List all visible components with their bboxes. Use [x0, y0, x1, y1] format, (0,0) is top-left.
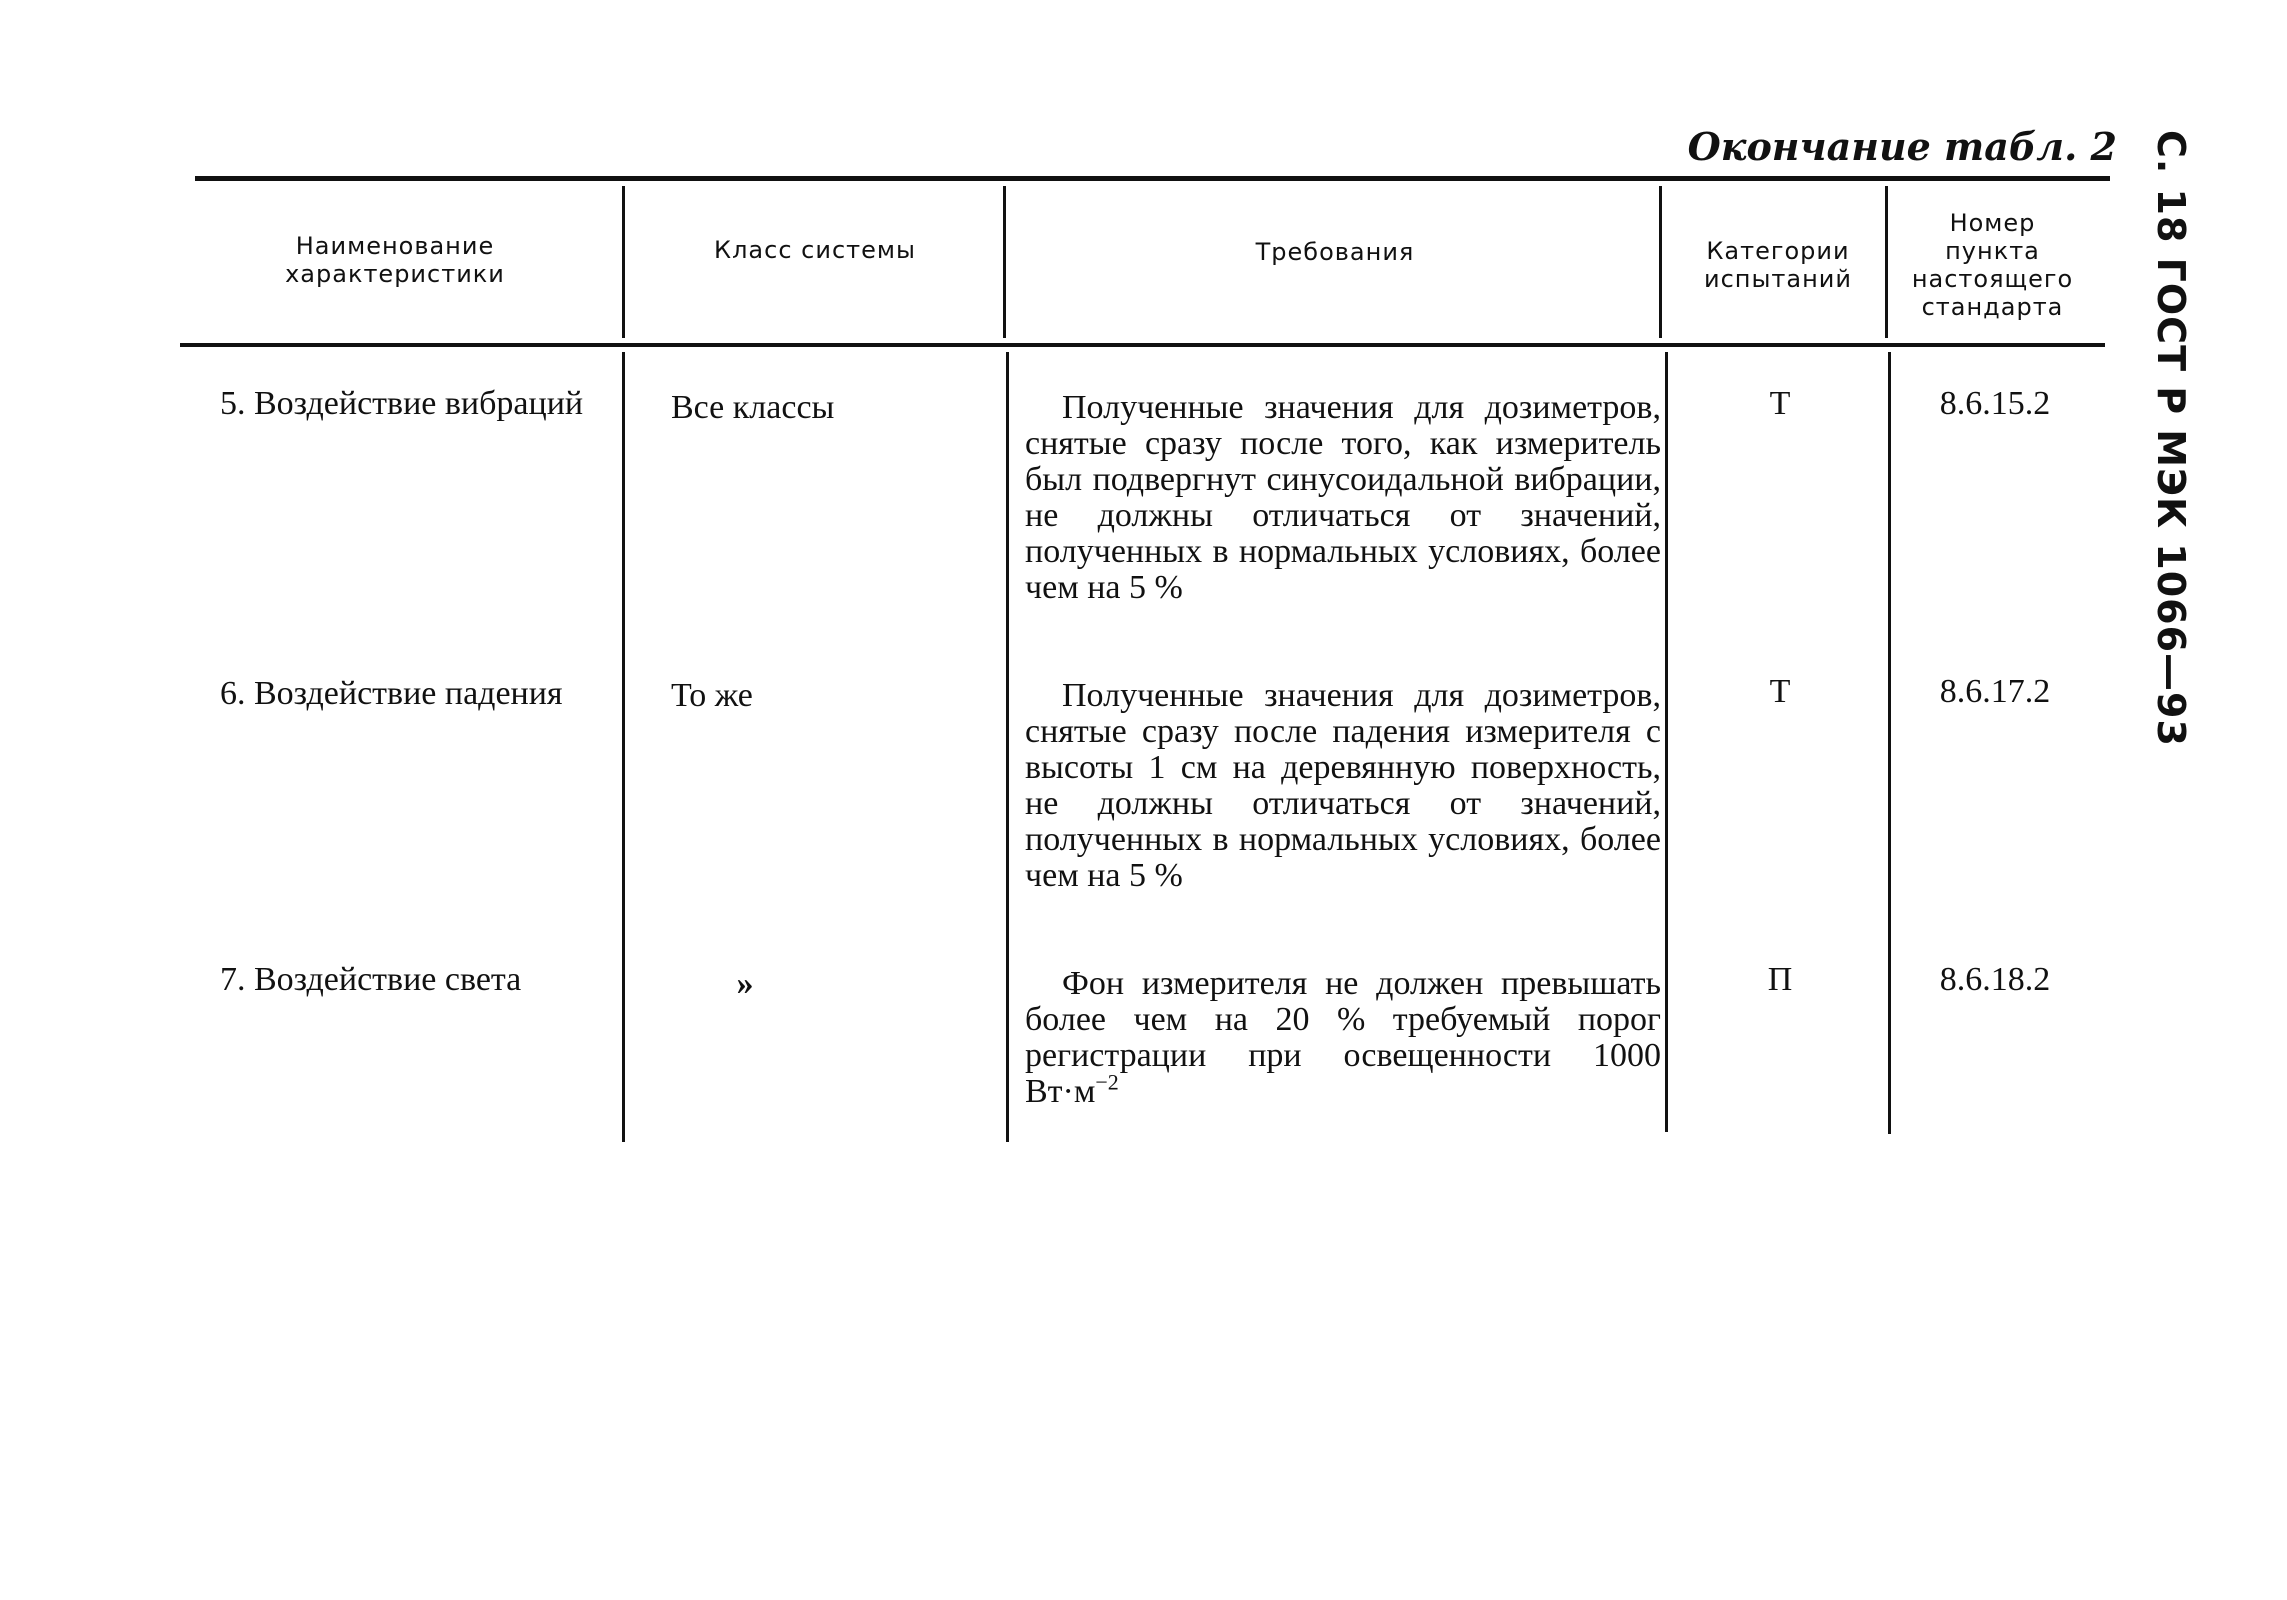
header-clause: Номер пункта настоящего стандарта [1911, 209, 2074, 321]
row-5-class: Все классы [671, 389, 835, 426]
column-divider [1888, 352, 1891, 1134]
row-6-category: Т [1769, 673, 1791, 710]
header-name: Наименование характеристики [285, 232, 505, 288]
row-5-requirements: Полученные значения для дозиметров, снятые сразу после того, как измеритель был подвергнут синусоидальной вибрации, не должны отличаться от значений, полученных в нормальных условиях, более чем на 5 % [1025, 389, 1661, 606]
row-5-clause: 8.6.15.2 [1939, 385, 2051, 422]
row-7-requirements: Фон измерителя не должен превышать более чем на 20 % требуемый порог регистрации при освещенности 1000 $Вт\cdot м^{-2}$ [1025, 965, 1661, 1110]
header-class: Класс системы [714, 236, 916, 264]
unit-exponent: −2 [1095, 1069, 1119, 1095]
row-7-clause: 8.6.18.2 [1939, 961, 2051, 998]
column-divider [1659, 186, 1662, 338]
row-7-name: 7. Воздействие света [220, 961, 522, 998]
column-divider [1885, 186, 1888, 338]
row-6-class: То же [671, 677, 753, 714]
table-caption: Окончание табл. 2 [1687, 124, 2117, 169]
column-divider [622, 352, 625, 1142]
column-divider [1003, 186, 1006, 338]
table-top-rule [195, 176, 2110, 181]
running-header: С. 18 ГОСТ Р МЭК 1066—93 [2149, 130, 2193, 747]
column-divider [1665, 352, 1668, 1132]
row-7-category: П [1767, 961, 1793, 998]
column-divider [622, 186, 625, 338]
row-7-class: » [736, 965, 754, 1002]
header-category: Категории испытаний [1703, 237, 1852, 293]
header-requirements: Требования [1255, 238, 1415, 266]
header-bottom-rule [180, 343, 2105, 347]
row-5-name: 5. Воздействие вибраций [220, 385, 584, 422]
row-6-requirements: Полученные значения для дозиметров, снятые сразу после падения измерителя с высоты 1 см на деревянную поверхность, не должны отличаться от значений, полученных в нормальных условиях, более чем на 5 % [1025, 677, 1661, 894]
row-6-clause: 8.6.17.2 [1939, 673, 2051, 710]
column-divider [1006, 352, 1009, 1142]
row-5-category: Т [1769, 385, 1791, 422]
row-6-name: 6. Воздействие падения [220, 675, 563, 712]
